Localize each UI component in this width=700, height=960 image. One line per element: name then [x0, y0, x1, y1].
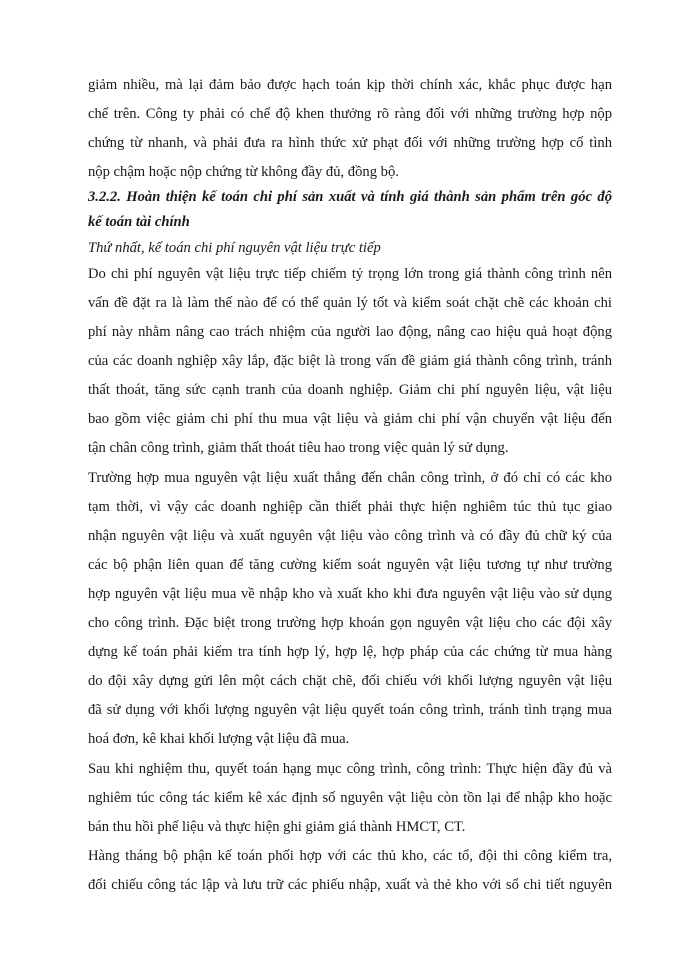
body-line: phí này nhằm nâng cao trách nhiệm của người lao động, nâng cao hiệu quả hoạt động — [88, 324, 612, 340]
body-line: Sau khi nghiệm thu, quyết toán hạng mục công trình, công trình: Thực hiện đầy đủ và — [88, 761, 612, 777]
body-line: dựng kế toán phải kiểm tra tính hợp lý, hợp lệ, hợp pháp của các chứng từ mua hàng — [88, 644, 612, 660]
body-line: tận chân công trình, giảm thất thoát tiêu hao trong việc quản lý sử dụng. — [88, 440, 509, 456]
body-line: cho công trình. Đặc biệt trong trường hợp khoán gọn nguyên vật liệu cho các đội xây — [88, 615, 612, 631]
body-line: bao gồm việc giảm chi phí thu mua vật liệu và giảm chi phí vận chuyển vật liệu đến — [88, 411, 612, 427]
body-line: Hàng tháng bộ phận kế toán phối hợp với các thủ kho, các tổ, đội thi công kiểm tra, — [88, 848, 612, 864]
body-line: thất thoát, tăng sức cạnh tranh của doanh nghiệp. Giảm chi phí nguyên liệu, vật liệu — [88, 382, 612, 398]
body-line: của các doanh nghiệp xây lắp, đặc biệt là trong vấn đề giảm giá thành công trình, tránh — [88, 353, 612, 369]
body-line: đã sử dụng với khối lượng nguyên vật liệu quyết toán công trình, tránh tình trạng mua — [88, 702, 612, 718]
section-heading: 3.2.2. Hoàn thiện kế toán chi phí sản xuất và tính giá thành sản phẩm trên góc độ — [88, 189, 612, 205]
body-line: bán thu hồi phế liệu và thực hiện ghi giảm giá thành HMCT, CT. — [88, 819, 466, 835]
subsection-title: Thứ nhất, kế toán chi phí nguyên vật liệu trực tiếp — [88, 240, 381, 256]
body-line: chứng từ nhanh, và phải đưa ra hình thức xử phạt đối với những trường hợp cố tình — [88, 135, 612, 151]
body-line: chế trên. Công ty phải có chế độ khen thưởng rõ ràng đối với những trường hợp nộp — [88, 106, 612, 122]
body-line: nhận nguyên vật liệu và xuất nguyên vật liệu vào công trình và có đầy đủ chữ ký của — [88, 528, 612, 544]
body-line: đối chiếu công tác lập và lưu trữ các phiếu nhập, xuất và thẻ kho với sổ chi tiết nguyên — [88, 877, 612, 893]
body-line: Do chi phí nguyên vật liệu trực tiếp chiếm tỷ trọng lớn trong giá thành công trình nên — [88, 266, 612, 282]
body-line: do đội xây dựng gửi lên một cách chặt chẽ, đối chiếu với khối lượng nguyên vật liệu — [88, 673, 612, 689]
body-line: tạm thời, vì vậy các doanh nghiệp cần thiết phải thực hiện nghiêm túc thủ tục giao — [88, 499, 612, 515]
body-line: nộp chậm hoặc nộp chứng từ không đầy đủ, đồng bộ. — [88, 164, 399, 180]
body-line: hợp nguyên vật liệu mua về nhập kho và xuất kho khi đưa nguyên vật liệu vào sử dụng — [88, 586, 612, 602]
body-line: giảm nhiều, mà lại đảm bảo được hạch toán kịp thời chính xác, khắc phục được hạn — [88, 77, 612, 93]
body-line: hoá đơn, kê khai khối lượng vật liệu đã mua. — [88, 731, 350, 747]
body-line: các bộ phận liên quan để tăng cường kiểm soát nguyên vật liệu tương tự như trường — [88, 557, 612, 573]
body-line: vấn đề đặt ra là làm thế nào để có thể quản lý tốt và kiểm soát chặt chẽ các khoản chi — [88, 295, 612, 311]
body-line: nghiêm túc công tác kiểm kê xác định số nguyên vật liệu còn tồn lại để nhập kho hoặc — [88, 790, 612, 806]
body-line: Trường hợp mua nguyên vật liệu xuất thẳng đến chân công trình, ở đó chỉ có các kho — [88, 470, 612, 486]
section-heading-continued: kế toán tài chính — [88, 214, 190, 230]
